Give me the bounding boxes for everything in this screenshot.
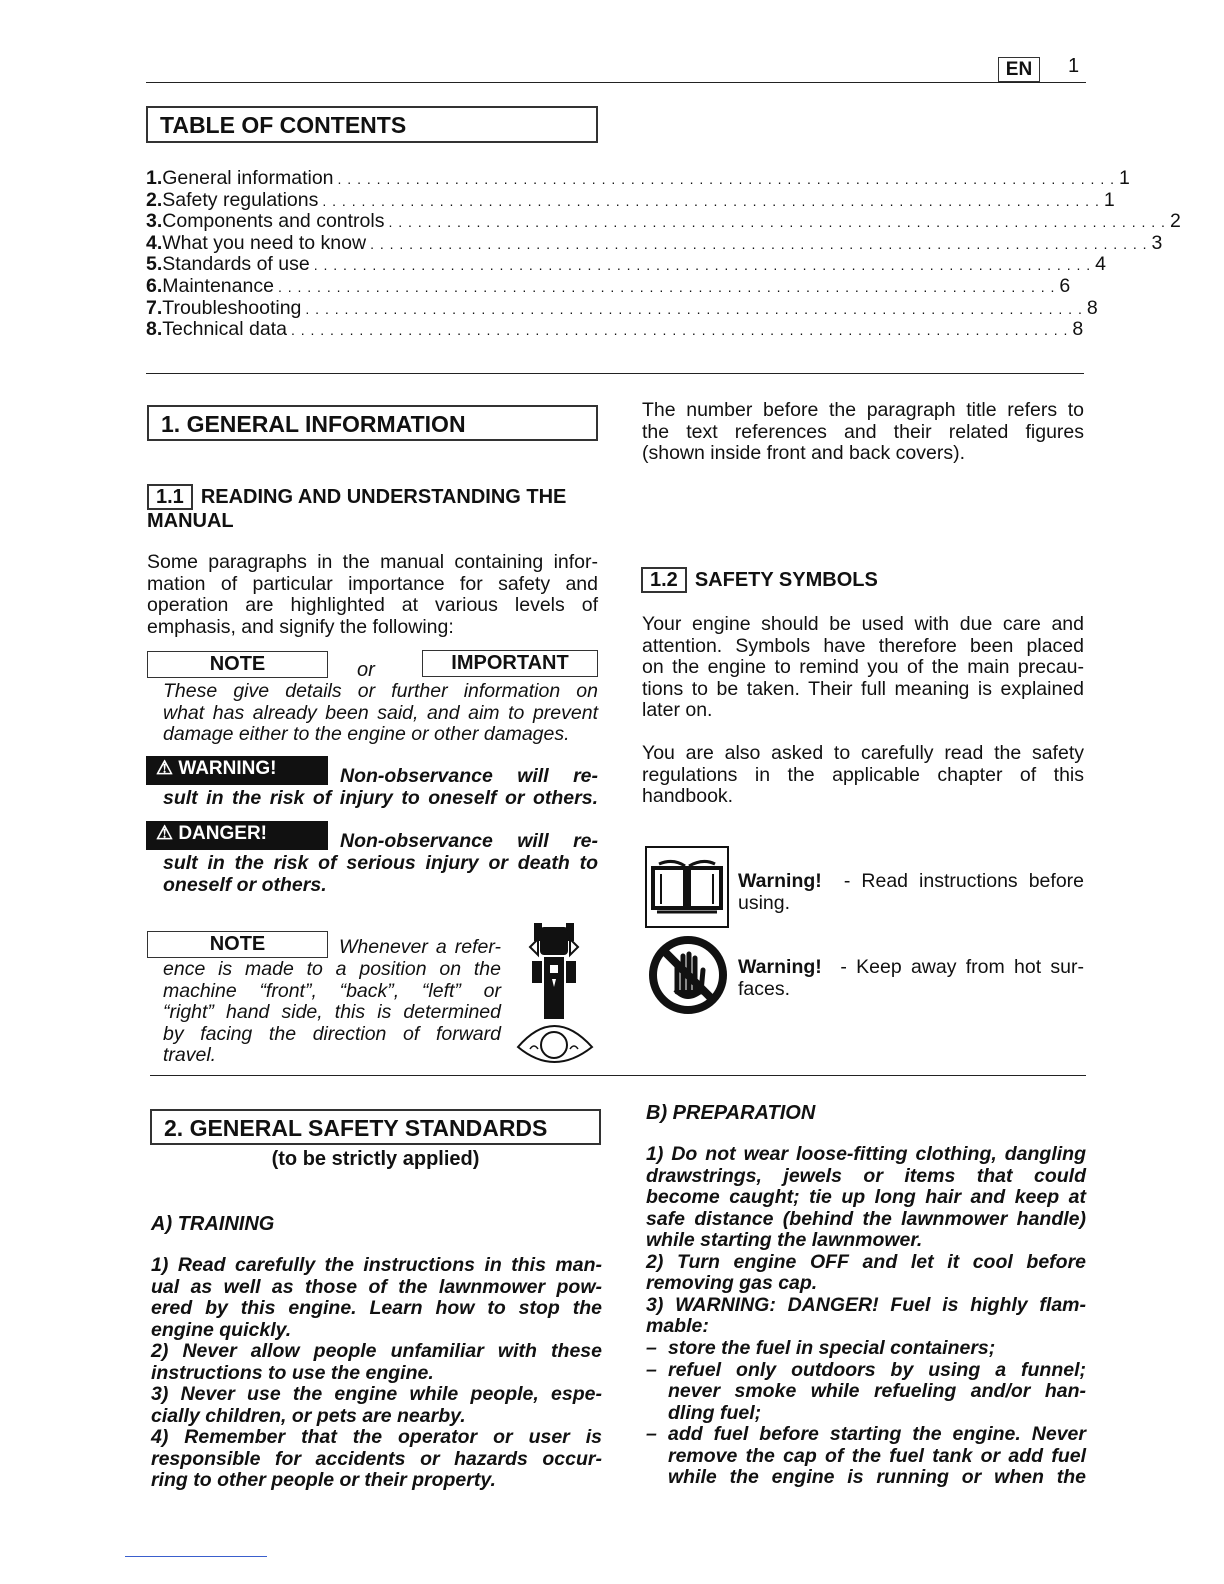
- text-line: tions to be taken. Their full meaning is explained: [642, 677, 1084, 700]
- text-line: by facing the direction of forward: [163, 1022, 501, 1045]
- note2-text-b: [163, 959, 501, 1067]
- text-line: Non-observance will re-: [340, 765, 598, 787]
- toc-page-number: 3: [1151, 231, 1163, 254]
- text-line: attention. Symbols have therefore been placed: [642, 634, 1084, 657]
- text-line: later on.: [642, 699, 713, 721]
- text-line: 4) Remember that the operator or user is: [151, 1426, 602, 1448]
- heading-text: READING AND UNDERSTANDING THE: [200, 486, 567, 508]
- subsection-1-1-paragraph: [147, 552, 598, 638]
- toc-page-number: 1: [1103, 188, 1115, 211]
- preparation-bullets: [646, 1338, 1086, 1489]
- subsection-1-2-paragraph-2: [642, 743, 1084, 808]
- text-line: drawstrings, jewels or items that could: [646, 1164, 1086, 1187]
- toc-page-number: 1: [1119, 167, 1130, 189]
- text-line: - Keep away from hot sur-: [840, 956, 1084, 978]
- toc-number: 5.: [146, 253, 163, 276]
- toc-number: 3.: [146, 210, 163, 233]
- text-line: instructions to use the engine.: [151, 1361, 434, 1384]
- table-of-contents: [146, 167, 1181, 341]
- toc-row[interactable]: [146, 253, 1107, 276]
- text-line: Some paragraphs in the manual containing infor-: [147, 551, 598, 573]
- text-line: sult in the risk of injury to oneself or others.: [163, 787, 598, 809]
- text-line: emphasis, and signify the following:: [147, 615, 454, 638]
- symbol-2-caption: [738, 957, 1084, 1000]
- toc-title: TABLE OF CONTENTS: [146, 106, 598, 143]
- bullet-line: [646, 1424, 1086, 1446]
- warning-text-b: [163, 788, 598, 810]
- text-line: using.: [738, 891, 791, 914]
- text-line: mation of particular importance for safety and: [147, 572, 598, 595]
- note-label: NOTE: [147, 931, 328, 958]
- section-number: 1.2: [641, 567, 687, 593]
- text-line: safe distance (behind the lawnmower handle): [646, 1207, 1086, 1230]
- text-line: ring to other people or their property.: [151, 1469, 496, 1491]
- bullet-dash-icon: [646, 1403, 668, 1425]
- no-hand-icon: [647, 934, 729, 1016]
- text-line: The number before the paragraph title refers to: [642, 399, 1084, 421]
- toc-leader-dots: . . . . . . . . . . . . . . . . . . . . . . . . . . . . . . . . . . . . . . . . . . . . . . . . . . . . . . . . . . . . . . . . . . . . . . . . . . . . . . . .: [337, 171, 1115, 187]
- warning-triangle-icon: ⚠: [156, 758, 174, 779]
- warning-triangle-icon: ⚠: [156, 823, 174, 844]
- toc-entry-title[interactable]: General information: [162, 167, 334, 189]
- text-line: on the engine to remind you of the main precau-: [642, 656, 1084, 678]
- header-rule: [146, 82, 1086, 83]
- preparation-list: [646, 1144, 1086, 1338]
- toc-row[interactable]: [146, 167, 1130, 189]
- toc-page-number: 8: [1086, 296, 1098, 319]
- subsection-1-2-paragraph-1: [642, 614, 1084, 722]
- toc-row[interactable]: [146, 296, 1098, 319]
- heading-text: SAFETY SYMBOLS: [694, 569, 878, 591]
- note-label: NOTE: [147, 651, 328, 678]
- toc-leader-dots: . . . . . . . . . . . . . . . . . . . . . . . . . . . . . . . . . . . . . . . . . . . . . . . . . . . . . . . . . . . . . . . . . . . . . . . . . . . . . . . .: [388, 214, 1166, 231]
- text-line: Non-observance will re-: [340, 830, 598, 852]
- subsection-1-2-title: [641, 567, 1084, 593]
- danger-text-a: [340, 831, 598, 853]
- warning-word: Warning!: [738, 956, 822, 978]
- note2-text-a: [339, 937, 501, 959]
- section-number: 1.1: [147, 484, 193, 510]
- toc-number: 4.: [146, 231, 163, 254]
- text-line: while the engine is running or when the: [668, 1466, 1086, 1488]
- text-line: oneself or others.: [163, 873, 327, 896]
- bullet-line: [646, 1381, 1086, 1403]
- bullet-dash-icon: –: [646, 1337, 657, 1359]
- text-line: handbook.: [642, 785, 734, 807]
- bullet-line: [646, 1467, 1086, 1489]
- text-line: 3) Never use the engine while people, espe-: [151, 1383, 602, 1405]
- toc-leader-dots: . . . . . . . . . . . . . . . . . . . . . . . . . . . . . . . . . . . . . . . . . . . . . . . . . . . . . . . . . . . . . . . . . . . . . . . . . . . . . . . .: [290, 322, 1069, 339]
- text-line: cially children, or pets are nearby.: [151, 1404, 466, 1427]
- danger-label: [146, 821, 328, 850]
- toc-page-number: 8: [1072, 318, 1084, 341]
- text-line: engine quickly.: [151, 1318, 292, 1341]
- text-line: ence is made to a position on the: [163, 958, 501, 980]
- toc-row[interactable]: [146, 318, 1084, 341]
- text-line: travel.: [163, 1044, 217, 1066]
- text-line: damage either to the engine or other damages.: [163, 723, 570, 745]
- text-line: 2) Turn engine OFF and let it cool before: [646, 1250, 1086, 1273]
- text-line: ual as well as those of the lawnmower pow-: [151, 1275, 602, 1298]
- text-line: (shown inside front and back covers).: [642, 442, 965, 464]
- text-line: 3) WARNING: DANGER! Fuel is highly flam-: [646, 1293, 1086, 1316]
- bullet-dash-icon: [646, 1446, 668, 1468]
- text-line: remove the cap of the fuel tank or add fuel: [668, 1444, 1086, 1467]
- text-line: machine “front”, “back”, “left” or: [163, 979, 501, 1002]
- note-explanation: [163, 681, 598, 746]
- text-line: 1) Do not wear loose-fitting clothing, dangling: [646, 1143, 1086, 1165]
- language-badge: EN: [998, 57, 1040, 82]
- text-line: store the fuel in special containers;: [668, 1337, 996, 1359]
- bullet-dash-icon: –: [646, 1358, 657, 1381]
- toc-page-number: 6: [1059, 274, 1071, 297]
- bullet-dash-icon: [646, 1381, 668, 1403]
- page-number: 1: [1068, 55, 1080, 77]
- bullet-line: [646, 1446, 1086, 1468]
- text-line: add fuel before starting the engine. Never: [668, 1423, 1086, 1445]
- warning-word: Warning!: [738, 870, 822, 892]
- subsection-1-1-title: [147, 484, 599, 533]
- text-line: These give details or further information on: [163, 680, 598, 702]
- text-line: dling fuel;: [668, 1401, 762, 1424]
- training-title: A) TRAINING: [151, 1213, 275, 1235]
- section2-title: 2. GENERAL SAFETY STANDARDS: [150, 1109, 601, 1145]
- toc-entry-title[interactable]: Safety regulations: [162, 188, 319, 211]
- symbol-1-caption: [738, 871, 1084, 914]
- heading-text: MANUAL: [147, 510, 234, 532]
- toc-number: 7.: [146, 296, 163, 319]
- text-line: the text references and their related figures: [642, 420, 1084, 443]
- bullet-dash-icon: –: [646, 1423, 657, 1445]
- training-list: [151, 1255, 602, 1492]
- footer-line: [125, 1556, 267, 1557]
- toc-leader-dots: . . . . . . . . . . . . . . . . . . . . . . . . . . . . . . . . . . . . . . . . . . . . . . . . . . . . . . . . . . . . . . . . . . . . . . . . . . . . . . . .: [313, 257, 1092, 274]
- bullet-line: [646, 1338, 1086, 1360]
- text-line: become caught; tie up long hair and keep at: [646, 1186, 1086, 1208]
- text-line: never smoke while refueling and/or han-: [668, 1380, 1086, 1402]
- toc-number: 2.: [146, 188, 163, 211]
- toc-entry-title[interactable]: Technical data: [162, 318, 287, 341]
- toc-entry-title[interactable]: What you need to know: [162, 231, 367, 254]
- warning-label-text: WARNING!: [178, 758, 277, 779]
- toc-entry-title[interactable]: Troubleshooting: [162, 296, 302, 319]
- bullet-line: [646, 1360, 1086, 1382]
- preparation-title: B) PREPARATION: [646, 1102, 816, 1124]
- text-line: removing gas cap.: [646, 1272, 818, 1294]
- section-rule: [146, 373, 1084, 374]
- toc-row[interactable]: [146, 188, 1115, 211]
- toc-entry-title[interactable]: Maintenance: [162, 274, 274, 297]
- toc-leader-dots: . . . . . . . . . . . . . . . . . . . . . . . . . . . . . . . . . . . . . . . . . . . . . . . . . . . . . . . . . . . . . . . . . . . . . . . . . . . . . . . .: [305, 300, 1083, 317]
- text-line: 1) Read carefully the instructions in this man-: [151, 1254, 602, 1276]
- text-line: ered by this engine. Learn how to stop the: [151, 1297, 602, 1319]
- toc-row[interactable]: [146, 210, 1181, 233]
- toc-page-number: 4: [1095, 253, 1107, 276]
- text-line: 2) Never allow people unfamiliar with these: [151, 1340, 602, 1362]
- text-line: operation are highlighted at various levels of: [147, 594, 598, 616]
- toc-page-number: 2: [1169, 210, 1181, 233]
- text-line: regulations in the applicable chapter of this: [642, 763, 1084, 786]
- section1-title: 1. GENERAL INFORMATION: [147, 405, 598, 441]
- toc-row[interactable]: [146, 231, 1163, 254]
- text-line: Your engine should be used with due care and: [642, 613, 1084, 635]
- text-line: - Read instructions before: [843, 870, 1085, 892]
- toc-number: 6.: [146, 274, 163, 297]
- tractor-top-view-icon: [508, 917, 600, 1072]
- bullet-line: [646, 1403, 1086, 1425]
- text-line: sult in the risk of serious injury or death to: [163, 852, 598, 874]
- toc-entry-title[interactable]: Components and controls: [162, 210, 385, 233]
- warning-text-a: [340, 766, 598, 788]
- important-label: IMPORTANT: [422, 650, 598, 677]
- toc-number: 8.: [146, 318, 163, 341]
- section2-subtitle: (to be strictly applied): [271, 1148, 480, 1170]
- toc-leader-dots: . . . . . . . . . . . . . . . . . . . . . . . . . . . . . . . . . . . . . . . . . . . . . . . . . . . . . . . . . . . . . . . . . . . . . . . . . . . . . . . .: [277, 278, 1056, 295]
- warning-label: [146, 756, 328, 785]
- toc-entry-title[interactable]: Standards of use: [162, 253, 310, 276]
- text-line: Whenever a refer-: [339, 936, 501, 958]
- section-rule: [150, 1075, 1086, 1076]
- text-line: mable:: [646, 1315, 709, 1337]
- or-text: or: [357, 659, 375, 681]
- text-line: “right” hand side, this is determined: [163, 1001, 501, 1023]
- toc-leader-dots: . . . . . . . . . . . . . . . . . . . . . . . . . . . . . . . . . . . . . . . . . . . . . . . . . . . . . . . . . . . . . . . . . . . . . . . . . . . . . . . .: [370, 235, 1148, 252]
- danger-text-b: [163, 853, 598, 896]
- text-line: responsible for accidents or hazards occur-: [151, 1447, 602, 1470]
- toc-row[interactable]: [146, 274, 1071, 297]
- text-line: You are also asked to carefully read the safety: [642, 742, 1084, 764]
- text-line: faces.: [738, 977, 791, 1000]
- text-line: refuel only outdoors by using a funnel;: [668, 1358, 1086, 1381]
- bullet-dash-icon: [646, 1467, 668, 1489]
- text-line: while starting the lawnmower.: [646, 1229, 923, 1251]
- section1-intro: [642, 400, 1084, 465]
- toc-leader-dots: . . . . . . . . . . . . . . . . . . . . . . . . . . . . . . . . . . . . . . . . . . . . . . . . . . . . . . . . . . . . . . . . . . . . . . . . . . . . . . . .: [322, 192, 1100, 209]
- book-icon: [645, 846, 729, 928]
- text-line: what has already been said, and aim to prevent: [163, 701, 598, 724]
- toc-number: 1.: [146, 167, 163, 189]
- danger-label-text: DANGER!: [178, 823, 267, 844]
